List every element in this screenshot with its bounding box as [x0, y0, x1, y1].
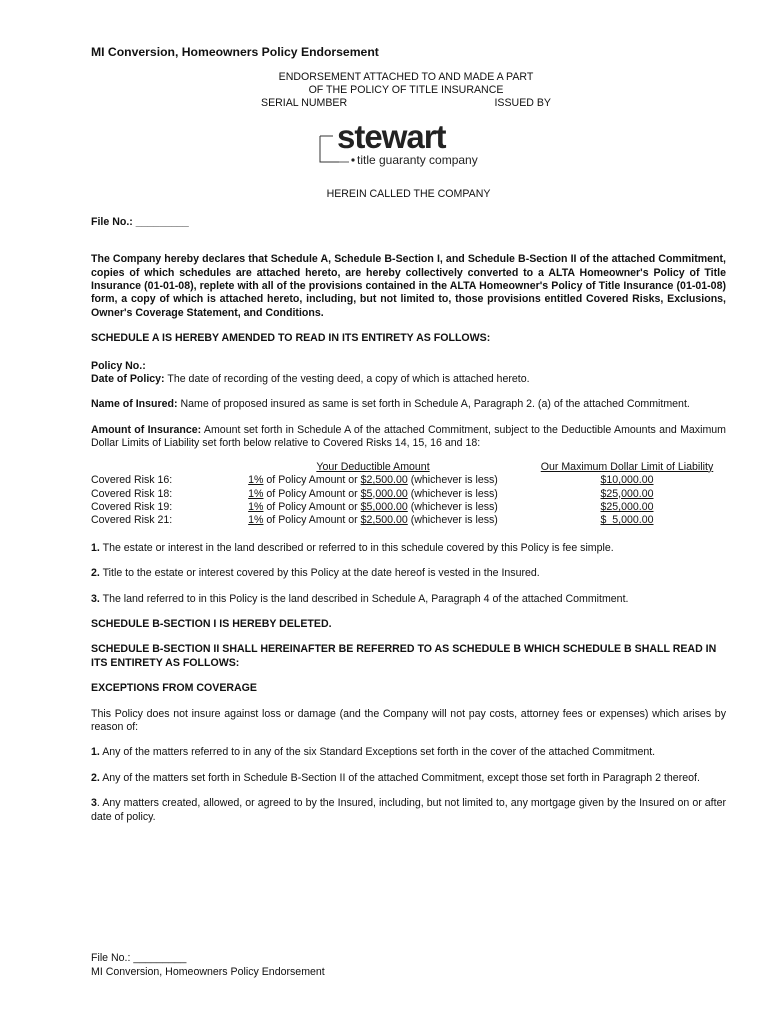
schedule-b2-heading: SCHEDULE B-SECTION II SHALL HEREINAFTER BE REFERRED TO AS SCHEDULE B WHICH SCHEDULE B SHALL READ IN ITS ENTIRETY AS FOLLOWS: — [91, 643, 717, 669]
list-item: 3. Any matters created, allowed, or agreed to by the Insured, including, but not limited to, any mortgage given by the Insured on or after date of policy. — [91, 797, 726, 823]
list-item: 1. The estate or interest in the land described or referred to in this schedule covered by this Policy is fee simple. — [91, 541, 614, 554]
issued-by-label: ISSUED BY — [494, 97, 551, 110]
logo-tagline: title guaranty company — [357, 153, 478, 168]
stewart-logo — [319, 118, 499, 170]
amount-insurance-line — [91, 424, 726, 451]
header-serial-row — [261, 97, 551, 110]
file-no-line — [91, 216, 726, 229]
footer-file-no: File No.: _________ — [91, 952, 187, 964]
amount-insurance-label: Amount of Insurance: — [91, 423, 202, 436]
limit-cell: $25,000.00 — [600, 487, 654, 500]
date-of-policy-line — [91, 373, 726, 386]
table-row — [91, 474, 731, 487]
risk-table-header — [91, 461, 731, 474]
page-footer — [91, 952, 325, 979]
list-item: 2. Title to the estate or interest covered by this Policy at the date hereof is vested in the Insured. — [91, 567, 540, 580]
document-title: MI Conversion, Homeowners Policy Endorsement — [91, 45, 379, 59]
herein-called: HEREIN CALLED THE COMPANY — [326, 188, 491, 201]
exceptions-heading: EXCEPTIONS FROM COVERAGE — [91, 682, 257, 695]
limit-cell: $10,000.00 — [600, 474, 654, 487]
declaration-paragraph: The Company hereby declares that Schedule A, Schedule B-Section I, and Schedule B-Section II of the attached Commitment, copies of which schedules are attached hereto, are hereby collectively converted to a ALTA Homeowner's Policy of Title Insurance (01-01-08), replete with all of the provisions contained in the ALTA Homeowner's Policy of Title Insurance (01-01-08) form, a copy of which is attached hereto, including, but not limited to, those provisions entitled Covered Risks, Exclusions, Owner's Coverage Statement, and Conditions. — [91, 253, 726, 319]
serial-number-label: SERIAL NUMBER — [261, 97, 348, 110]
file-no-value: _________ — [135, 215, 189, 228]
table-row — [91, 514, 731, 527]
logo-wordmark: stewart — [337, 118, 446, 156]
deductible-column-header: Your Deductible Amount — [316, 460, 430, 473]
file-no-label: File No.: — [91, 215, 133, 228]
deductible-cell: 1% of Policy Amount or $2,500.00 (whichever is less) — [248, 474, 498, 487]
risk-label: Covered Risk 19: — [91, 500, 173, 513]
risk-label: Covered Risk 21: — [91, 514, 173, 527]
covered-risk-table — [91, 461, 731, 528]
list-item: 3. The land referred to in this Policy is the land described in Schedule A, Paragraph 4 of the attached Commitment. — [91, 592, 629, 605]
limit-cell: $ 5,000.00 — [600, 514, 654, 527]
deductible-cell: 1% of Policy Amount or $5,000.00 (whichever is less) — [248, 487, 498, 500]
limit-cell: $25,000.00 — [600, 500, 654, 513]
header-line-2: OF THE POLICY OF TITLE INSURANCE — [308, 84, 504, 97]
date-of-policy-text: The date of recording of the vesting deed, a copy of which is attached hereto. — [167, 373, 530, 386]
footer-title: MI Conversion, Homeowners Policy Endorsement — [91, 965, 325, 978]
risk-label: Covered Risk 16: — [91, 474, 173, 487]
risk-label: Covered Risk 18: — [91, 487, 173, 500]
deductible-cell: 1% of Policy Amount or $5,000.00 (whichever is less) — [248, 500, 498, 513]
amount-insurance-text: Amount set forth in Schedule A of the attached Commitment, subject to the Deductible Amounts and Maximum Dollar Limits of Liability set forth below relative to Covered Risks 14, 15, 16 and 18: — [91, 423, 726, 450]
name-insured-text: Name of proposed insured as same is set forth in Schedule A, Paragraph 2. (a) of the attached Commitment. — [180, 398, 690, 411]
policy-no-label: Policy No.: — [91, 359, 146, 372]
table-row — [91, 488, 731, 501]
table-row — [91, 501, 731, 514]
list-item: 2. Any of the matters set forth in Schedule B-Section II of the attached Commitment, except those set forth in Paragraph 2 thereof. — [91, 771, 700, 784]
document-page — [91, 46, 726, 824]
schedule-a-heading: SCHEDULE A IS HEREBY AMENDED TO READ IN ITS ENTIRETY AS FOLLOWS: — [91, 332, 491, 345]
name-insured-line — [91, 398, 726, 411]
list-item: 1. Any of the matters referred to in any of the six Standard Exceptions set forth in the cover of the attached Commitment. — [91, 746, 656, 759]
date-of-policy-label: Date of Policy: — [91, 373, 165, 386]
exceptions-intro: This Policy does not insure against loss or damage (and the Company will not pay costs, attorney fees or expenses) which arises by reason of: — [91, 707, 726, 733]
limit-column-header: Our Maximum Dollar Limit of Liability — [540, 460, 714, 473]
schedule-b1-heading: SCHEDULE B-SECTION I IS HEREBY DELETED. — [91, 617, 332, 630]
deductible-cell: 1% of Policy Amount or $2,500.00 (whichever is less) — [248, 514, 498, 527]
name-insured-label: Name of Insured: — [91, 398, 178, 411]
endorsement-header — [261, 71, 551, 110]
header-line-1: ENDORSEMENT ATTACHED TO AND MADE A PART — [278, 71, 534, 84]
stewart-logo-graphic — [319, 118, 499, 170]
